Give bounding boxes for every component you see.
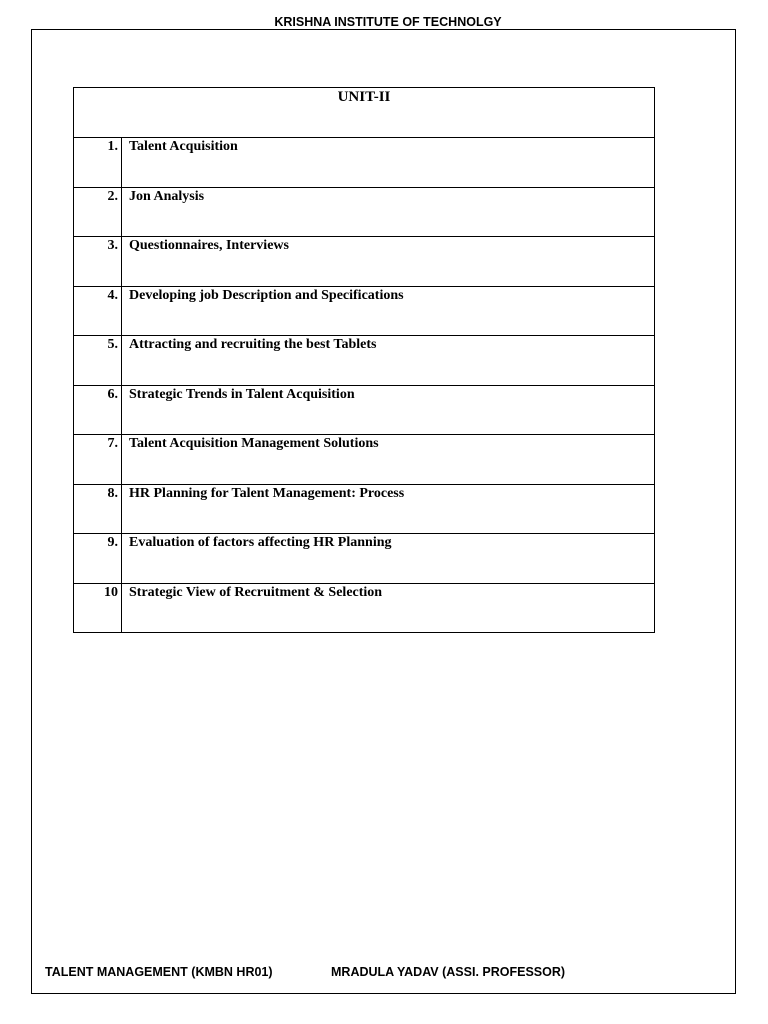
- item-number: 5.: [74, 336, 122, 386]
- item-number: 2.: [74, 187, 122, 237]
- table-row: [74, 286, 655, 336]
- item-topic: Talent Acquisition Management Solutions: [122, 435, 655, 485]
- table-row: [74, 484, 655, 534]
- table-row: [74, 237, 655, 287]
- table-row: [74, 385, 655, 435]
- footer-course: TALENT MANAGEMENT (KMBN HR01): [45, 965, 273, 979]
- item-number: 7.: [74, 435, 122, 485]
- item-topic: Attracting and recruiting the best Tablets: [122, 336, 655, 386]
- item-topic: Jon Analysis: [122, 187, 655, 237]
- table-row: [74, 534, 655, 584]
- syllabus-table: [73, 87, 655, 633]
- unit-title: UNIT-II: [74, 88, 655, 138]
- table-row: [74, 583, 655, 633]
- item-topic: HR Planning for Talent Management: Process: [122, 484, 655, 534]
- item-topic: Questionnaires, Interviews: [122, 237, 655, 287]
- footer-author: MRADULA YADAV (ASSI. PROFESSOR): [331, 965, 566, 979]
- item-number: 3.: [74, 237, 122, 287]
- table-title-row: [74, 88, 655, 138]
- table-row: [74, 435, 655, 485]
- item-number: 9.: [74, 534, 122, 584]
- item-topic: Strategic Trends in Talent Acquisition: [122, 385, 655, 435]
- item-number: 1.: [74, 138, 122, 188]
- item-topic: Talent Acquisition: [122, 138, 655, 188]
- item-topic: Evaluation of factors affecting HR Planning: [122, 534, 655, 584]
- item-topic: Strategic View of Recruitment & Selection: [122, 583, 655, 633]
- table-row: [74, 187, 655, 237]
- item-number: 4.: [74, 286, 122, 336]
- institute-header: KRISHNA INSTITUTE OF TECHNOLGY: [274, 15, 502, 29]
- table-row: [74, 336, 655, 386]
- item-number: 8.: [74, 484, 122, 534]
- item-number: 10: [74, 583, 122, 633]
- table-row: [74, 138, 655, 188]
- item-topic: Developing job Description and Specifications: [122, 286, 655, 336]
- item-number: 6.: [74, 385, 122, 435]
